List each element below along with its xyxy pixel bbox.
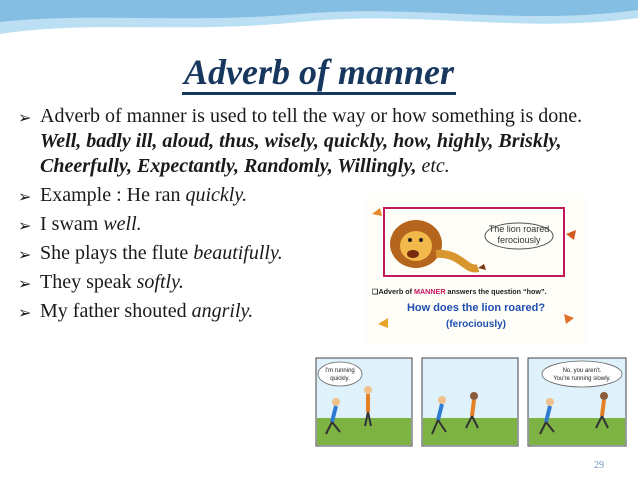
bullet-arrow-icon: ➢ xyxy=(18,187,32,206)
manner-statement xyxy=(372,287,547,296)
lion-question: How does the lion roared? xyxy=(406,302,546,314)
sentence-text: My father shouted xyxy=(40,300,192,322)
speech-line: I'm running xyxy=(325,368,355,374)
statement-prefix: ❑Adverb of xyxy=(372,287,414,296)
list-item xyxy=(18,104,618,179)
adverb-word: softly. xyxy=(136,271,184,293)
lion-answer: (ferociously) xyxy=(445,319,507,330)
statement-keyword: MANNER xyxy=(414,287,446,296)
bullet-arrow-icon: ➢ xyxy=(18,216,32,235)
sentence-text: They speak xyxy=(40,271,137,293)
speech-line: You're running slowly. xyxy=(553,376,611,382)
adverb-examples: Well, badly ill, aloud, thus, wisely, quickly, how, highly, Briskly, Cheerfully, Expectantly, Randomly, Willingly, xyxy=(40,130,562,177)
statement-suffix: answers the question “how”. xyxy=(445,287,547,296)
definition-text: Adverb of manner is used to tell the way or how something is done. xyxy=(40,105,583,127)
speech-line: quickly. xyxy=(330,376,350,382)
bullet-arrow-icon: ➢ xyxy=(18,274,32,293)
sentence-text: Example : He ran xyxy=(40,184,186,206)
bullet-arrow-icon: ➢ xyxy=(18,303,32,322)
sentence-text: She plays the flute xyxy=(40,242,194,264)
bullet-arrow-icon: ➢ xyxy=(18,108,32,127)
comic-panel xyxy=(422,358,518,446)
page-number: 29 xyxy=(594,460,604,471)
lion-illustration xyxy=(366,194,586,344)
adverb-word: angrily. xyxy=(191,300,254,322)
adverb-word: well. xyxy=(103,213,142,235)
slide-title: Adverb of manner xyxy=(0,52,638,92)
speech-line: No, you aren't. xyxy=(562,368,602,374)
lion-caption-line2: ferociously xyxy=(497,235,541,245)
adverb-word: beautifully. xyxy=(193,242,283,264)
adverb-word: quickly. xyxy=(185,184,248,206)
bullet-arrow-icon: ➢ xyxy=(18,245,32,264)
etc-text: etc. xyxy=(416,155,450,177)
lion-caption-line1: The lion roared xyxy=(488,224,550,234)
decorative-header-wave xyxy=(0,0,638,60)
comic-panel xyxy=(528,358,626,446)
comic-panel xyxy=(316,358,412,446)
comic-strip xyxy=(314,356,628,448)
sentence-text: I swam xyxy=(40,213,104,235)
